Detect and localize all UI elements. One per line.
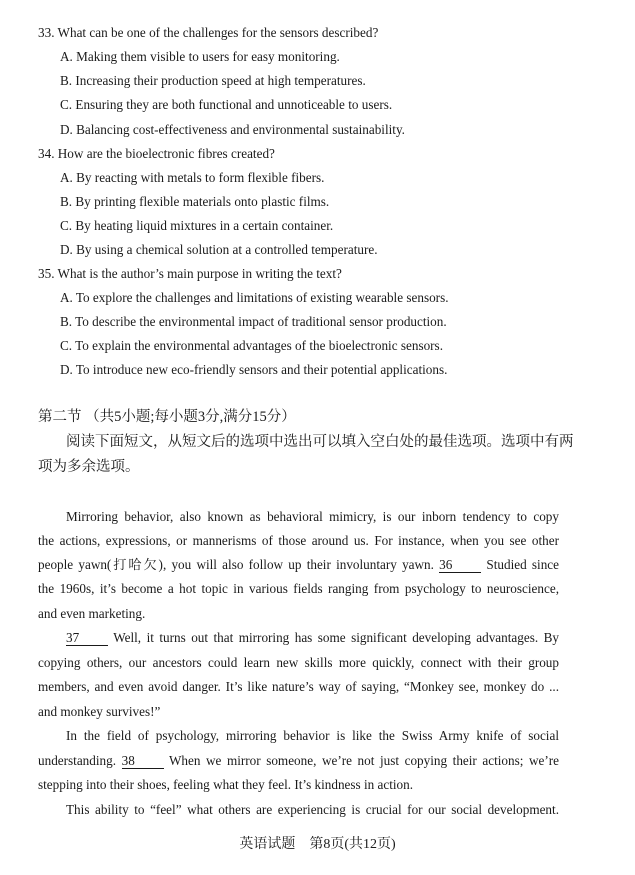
passage-p2-line1 (66, 630, 559, 646)
question-35-option-a: A. To explore the challenges and limitations of existing wearable sensors. (60, 290, 449, 305)
passage-p3-line2 (38, 753, 559, 769)
question-34-option-c: C. By heating liquid mixtures in a certain container. (60, 218, 334, 233)
passage-p3-line2-start: understanding. (38, 753, 117, 768)
passage-p3-line2-end: When we mirror someone, we’re not just copying their actions; we’re (168, 753, 559, 768)
question-34-stem: 34. How are the bioelectronic fibres created? (38, 146, 275, 161)
passage-p2-line1-text: Well, it turns out that mirroring has some significant developing advantages. By (113, 630, 559, 645)
question-33-option-c: C. Ensuring they are both functional and unnoticeable to users. (60, 97, 393, 112)
page-footer: 英语试题 第8页(共12页) (239, 837, 396, 852)
passage-p1-line4: the 1960s, it’s become a hot topic in various fields ranging from psychology to neuroscience, (38, 581, 559, 596)
passage-p3-line1: In the field of psychology, mirroring behavior is like the Swiss Army knife of social (66, 728, 559, 743)
section-heading: 第二节 （共5小题;每小题3分,满分15分） (38, 409, 296, 425)
question-35-option-b: B. To describe the environmental impact of traditional sensor production. (60, 314, 447, 329)
question-33-option-b: B. Increasing their production speed at high temperatures. (60, 73, 366, 88)
question-34-option-b: B. By printing flexible materials onto plastic films. (60, 194, 330, 209)
passage-p2-line3: members, and even avoid danger. It’s like nature’s way of saying, “Monkey see, monkey do ... (38, 679, 559, 694)
question-35-option-c: C. To explain the environmental advantages of the bioelectronic sensors. (60, 338, 443, 353)
blank-37: 37 (66, 631, 108, 646)
passage-p1-line3-end: Studied since (486, 557, 559, 572)
passage-p1-line5: and even marketing. (38, 606, 146, 621)
section-instruction-line1: 阅读下面短文，从短文后的选项中选出可以填入空白处的最佳选项。选项中有两 (66, 434, 574, 450)
passage-p4-line1: This ability to “feel” what others are experiencing is crucial for our social development. (66, 802, 559, 817)
passage-p1-line2: the actions, expressions, or mannerisms of those around us. For instance, when you see other (38, 533, 559, 548)
passage-p1-line3 (38, 557, 559, 573)
blank-38: 38 (122, 754, 164, 769)
passage-p1-line1: Mirroring behavior, also known as behavioral mimicry, is our inborn tendency to copy (66, 509, 559, 524)
question-33-option-a: A. Making them visible to users for easy monitoring. (60, 49, 340, 64)
question-35-option-d: D. To introduce new eco-friendly sensors and their potential applications. (60, 362, 448, 377)
question-34-option-d: D. By using a chemical solution at a controlled temperature. (60, 242, 378, 257)
passage-p2-line4: and monkey survives!” (38, 704, 161, 719)
question-33-stem: 33. What can be one of the challenges for the sensors described? (38, 25, 379, 40)
passage-p2-line2: copying others, our ancestors could learn new skills more quickly, connect with their group (38, 655, 559, 670)
blank-36: 36 (439, 558, 481, 573)
question-35-stem: 35. What is the author’s main purpose in writing the text? (38, 266, 342, 281)
passage-p1-line3-start: people yawn(打哈欠), you will also follow up their involuntary yawn. (38, 557, 434, 572)
question-33-option-d: D. Balancing cost-effectiveness and environmental sustainability. (60, 122, 405, 137)
question-34-option-a: A. By reacting with metals to form flexible fibers. (60, 170, 325, 185)
passage-p3-line3: stepping into their shoes, feeling what they feel. It’s kindness in action. (38, 777, 414, 792)
section-instruction-line2: 项为多余选项。 (38, 459, 140, 475)
